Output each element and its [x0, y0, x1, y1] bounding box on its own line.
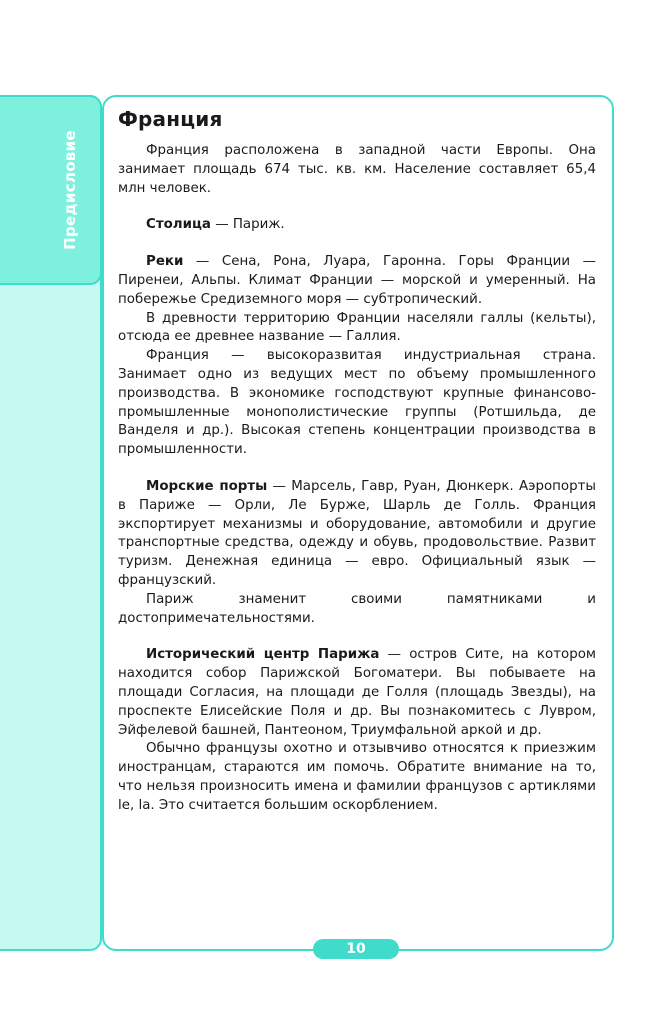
capital-label: Столица — [146, 217, 211, 233]
article — [118, 107, 596, 816]
rivers-label: Реки — [146, 254, 184, 270]
paragraph-ports — [118, 478, 596, 591]
article-title: Франция — [118, 107, 223, 131]
paragraph-gauls: В древности территорию Франции населяли галлы (кельты), отсюда ее древнее название — Галлия. — [118, 310, 596, 345]
paragraph-historic-center — [118, 646, 596, 740]
capital-text: — Париж. — [210, 217, 285, 233]
paragraph-intro: Франция расположена в западной части Европы. Она занимает площадь 674 тыс. кв. км. Население составляет 65,4 млн человек. — [118, 143, 596, 196]
ports-label: Морские порты — [146, 478, 268, 494]
paragraph-rivers — [118, 253, 596, 309]
paragraph-french-people: Обычно французы охотно и отзывчиво относятся к приезжим иностранцам, стараются им помочь. Обратите внимание на то, что нельзя произносить имена и фамилии французов с артиклями le, la. Это считается большим оскорблением. — [118, 741, 596, 813]
section-tab-label: Предисловие — [61, 130, 79, 250]
page-number: 10 — [313, 939, 399, 959]
rivers-text: — Сена, Рона, Луара, Гаронна. Горы Франции — Пиренеи, Альпы. Климат Франции — морской и умеренный. На побережье Средиземного моря — субтропический. — [118, 254, 596, 307]
section-tab — [0, 95, 102, 285]
historic-center-text: — остров Сите, на котором находится собор Парижской Богоматери. Вы побываете на площади Согласия, на площади де Голля (площадь Звезды), на проспекте Елисейские Поля и др. Вы познакомитесь с Лувром, Эйфелевой башней, Пантеоном, Триумфальной аркой и др. — [118, 647, 596, 738]
ports-text: — Марсель, Гавр, Руан, Дюнкерк. Аэропорты в Париже — Орли, Ле Бурже, Шарль де Голль. Франция экспортирует механизмы и оборудование, автомобили и другие транспортные средства, одежду и обувь, продовольствие. Развит туризм. Денежная единица — евро. Официальный язык — французский. — [118, 478, 596, 588]
paragraph-paris: Париж знаменит своими памятниками и достопримечательностями. — [118, 591, 596, 626]
paragraph-industry: Франция — высокоразвитая индустриальная страна. Занимает одно из ведущих мест по объему промышленного производства. В экономике господствуют крупные финансово-промышленные монополистические группы (Ротшильда, де Ванделя и др.). Высокая степень концентрации производства в промышленности. — [118, 348, 596, 458]
paragraph-capital — [118, 216, 596, 235]
historic-center-label: Исторический центр Парижа — [146, 647, 380, 663]
